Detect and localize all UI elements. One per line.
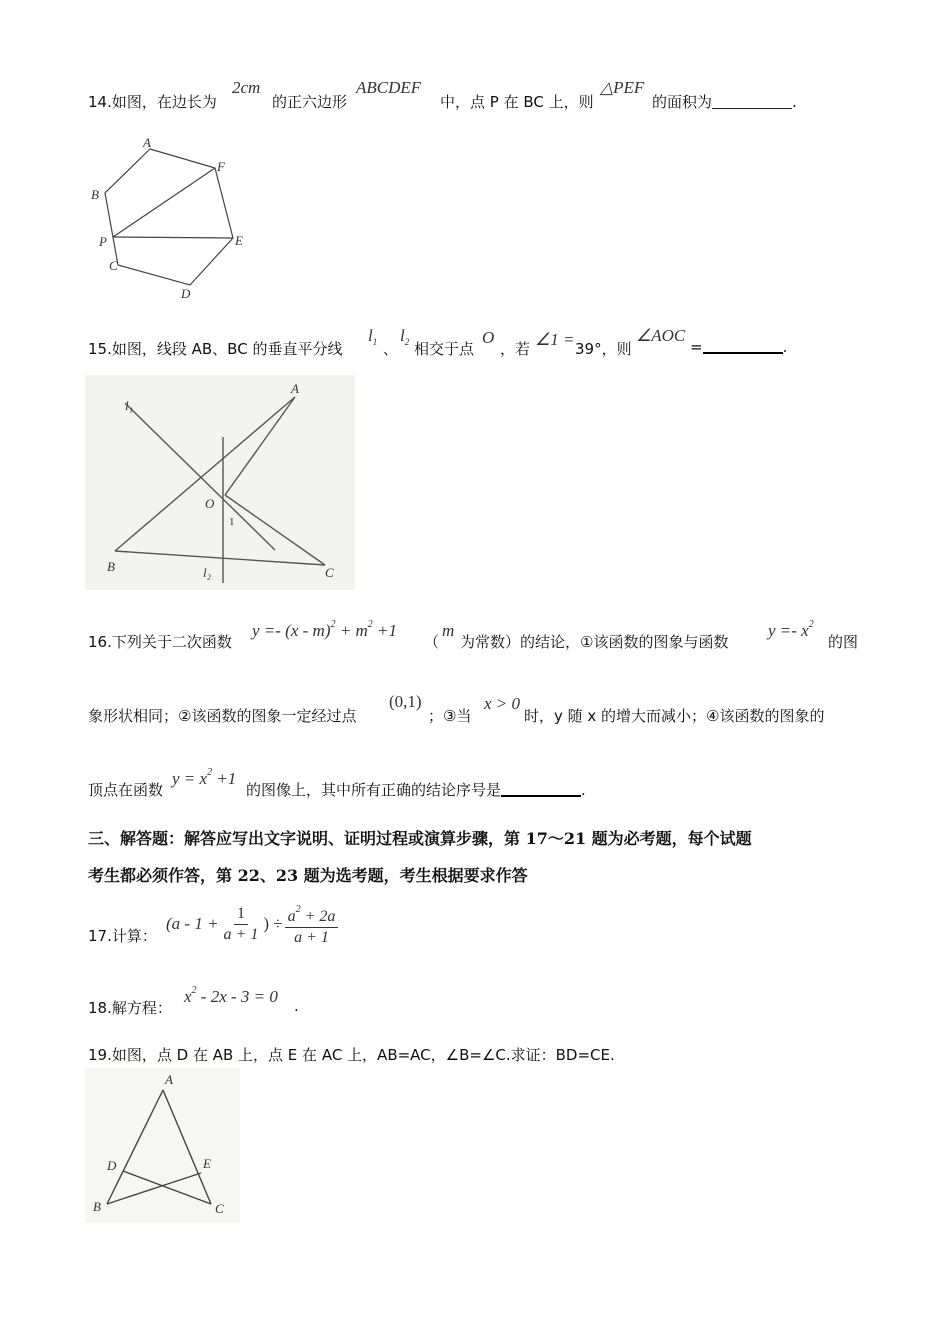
q14-text-4: 的面积为 . — [652, 93, 797, 111]
label-e: E — [235, 233, 243, 248]
q16-text-3: 为常数）的结论，①该函数的图象与函数 — [460, 633, 729, 651]
label-b: B — [91, 187, 99, 202]
q16-number: 16. — [88, 633, 112, 651]
section-3-heading-line-1: 三、解答题：解答应写出文字说明、证明过程或演算步骤，第 17～21 题为必考题，每个试题 — [88, 829, 752, 848]
label-b: B — [107, 559, 115, 574]
q14-math-hexagon: ABCDEF — [356, 78, 422, 97]
q17-line — [88, 925, 157, 946]
label-c: C — [109, 258, 118, 273]
q16-function-3: $y = x^2 +1$ — [172, 767, 237, 788]
q15-angle: ∠1 = — [535, 330, 575, 349]
q14-math-side: 2cm — [232, 78, 261, 97]
q16-answer-blank — [501, 781, 581, 797]
label-f: F — [217, 159, 225, 174]
q16-text-2: （ — [424, 633, 440, 651]
label-d: D — [181, 286, 191, 301]
section-3-heading-line-2: 考生都必须作答，第 22、23 题为选考题，考生根据要求作答 — [88, 866, 528, 885]
q15-number: 15. — [88, 340, 112, 358]
q16-text-6: ；③当 — [428, 707, 472, 725]
q16-text-5: 象形状相同；②该函数的图象一定经过点 — [88, 707, 357, 725]
q14-text-2: 的正六边形 — [272, 93, 348, 111]
label-o: O — [205, 496, 215, 511]
q18-period: . — [294, 997, 299, 1015]
q17-fraction-2: $\frac{a^2 + 2a}{a + 1}$ — [285, 900, 339, 948]
q14-math-triangle: △PEF — [600, 78, 645, 97]
q16-point: (0,1) — [389, 692, 422, 711]
label-a: A — [165, 1072, 173, 1087]
label-c: C — [215, 1201, 224, 1216]
label-l2: l₂ — [203, 565, 212, 580]
q17-number: 17. — [88, 927, 112, 945]
q17-expression — [166, 900, 338, 948]
q14-number: 14. — [88, 93, 112, 111]
label-c: C — [325, 565, 334, 580]
segment-pe — [113, 237, 233, 238]
q17-text-1: 计算： — [111, 927, 157, 945]
label-b: B — [93, 1199, 101, 1214]
q14-text-1: 如图，在边长为 — [111, 93, 217, 111]
segment-pf — [113, 168, 215, 237]
q17-fraction-1: $\frac{1}{a + 1}$ — [223, 904, 259, 943]
q17-divide: ) ÷ — [263, 914, 283, 933]
q15-text-4: ，若 — [500, 340, 531, 358]
q16-line-1-start — [88, 631, 232, 652]
q15-text-3: 相交于点 — [414, 340, 475, 358]
label-d: D — [107, 1158, 117, 1173]
q14-answer-blank — [712, 94, 792, 109]
q14-text-3: 中，点 P 在 BC 上，则 — [440, 93, 594, 111]
q16-condition: x > 0 — [484, 694, 521, 713]
label-a: A — [143, 135, 151, 150]
q14-line — [88, 91, 217, 112]
q19-text-1: 如图，点 D 在 AB 上，点 E 在 AC 上，AB=AC，∠B=∠C.求证：BD=CE. — [111, 1046, 615, 1064]
q18-text-1: 解方程： — [111, 999, 172, 1017]
q16-text-7: 时，y 随 x 的增大而减小；④该函数的图象的 — [524, 707, 825, 725]
q15-text-5: 39°，则 — [575, 340, 632, 358]
label-e: E — [203, 1156, 211, 1171]
q15-l1: $l_1$ — [368, 326, 378, 347]
q15-text-1: 如图，线段 AB、BC 的垂直平分线 — [111, 340, 343, 358]
q16-text-1: 下列关于二次函数 — [111, 633, 232, 651]
q15-angle-aoc: ∠AOC — [636, 326, 686, 345]
q16-m: m — [442, 621, 455, 640]
q16-function-1: $y =- (x - m)^2 + m^2 +1$ — [252, 619, 397, 640]
q18-number: 18. — [88, 999, 112, 1017]
q14-hexagon-figure — [85, 135, 255, 310]
q16-text-4: 的图 — [828, 633, 859, 651]
q16-text-9: 的图像上，其中所有正确的结论序号是 . — [246, 781, 586, 799]
label-l1: l₁ — [125, 398, 134, 413]
q15-point-o: O — [482, 328, 495, 347]
q15-answer-blank — [703, 338, 783, 354]
label-p: P — [99, 234, 107, 249]
q15-text-6: = . — [690, 338, 788, 356]
q19-figure — [85, 1068, 240, 1223]
q19-number: 19. — [88, 1046, 112, 1064]
q15-line — [88, 338, 342, 359]
q15-figure — [85, 375, 355, 590]
q18-line — [88, 997, 172, 1018]
q15-l2: $l_2$ — [400, 326, 410, 347]
q16-function-2: $y =- x^2$ — [768, 619, 814, 640]
q15-text-2: 、 — [383, 340, 399, 358]
q19-line — [88, 1044, 615, 1065]
label-a: A — [291, 381, 299, 396]
label-angle-1: 1 — [229, 516, 235, 528]
q16-text-8: 顶点在函数 — [88, 781, 164, 799]
q17-paren-open: (a - 1 + — [166, 914, 219, 933]
q18-equation: $x^2 - 2x - 3 = 0$ — [184, 985, 278, 1006]
